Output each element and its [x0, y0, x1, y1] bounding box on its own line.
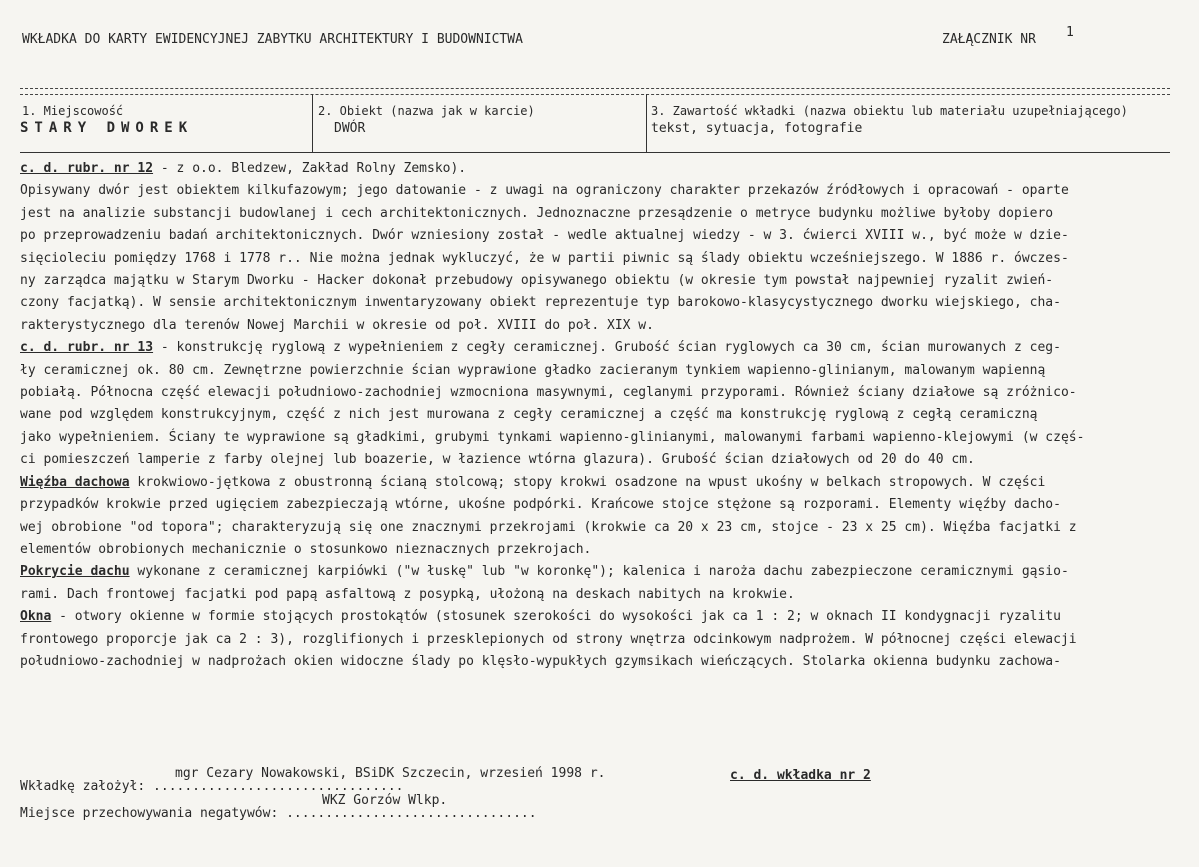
description-line	[20, 404, 1172, 426]
attachment-number: 1	[1066, 25, 1074, 40]
description-line	[20, 158, 1172, 180]
line-text: czony facjatką). W sensie architektonicznym inwentaryzowany obiekt reprezentuje typ barokowo-klasycystycznego dworku wiejskiego, cha-	[20, 295, 1061, 311]
line-text: wane pod względem konstrukcyjnym, część z nich jest murowana z cegły ceramicznej a część ma konstrukcję ryglową z cegłą ceramiczną	[20, 407, 1038, 423]
description-line	[20, 315, 1172, 337]
attachment-label: ZAŁĄCZNIK NR	[942, 32, 1036, 47]
line-text: rakterystycznego dla terenów Nowej Marchii w okresie od poł. XVIII do poł. XIX w.	[20, 317, 654, 333]
description-line	[20, 427, 1172, 449]
description-line	[20, 517, 1172, 539]
line-text: ły ceramicznej ok. 80 cm. Zewnętrzne powierzchnie ścian wyprawione gładko zacieranym tynkiem wapienno-glinianym, malowanym wapienną	[20, 362, 1046, 378]
description-line	[20, 539, 1172, 561]
line-text: - otwory okienne w formie stojących prostokątów (stosunek szerokości do wysokości jak ca 1 : 2; w oknach II kondygnacji ryzalitu	[51, 609, 1061, 625]
description-line	[20, 606, 1172, 628]
description-line	[20, 203, 1172, 225]
line-text: południowo-zachodniej w nadprożach okien widoczne ślady po klęsło-wypukłych gzymsikach wieńczących. Stolarka okienna budynku zachowa-	[20, 653, 1061, 669]
description-line	[20, 337, 1172, 359]
object-label: 2. Obiekt (nazwa jak w karcie)	[318, 104, 535, 118]
card-title: WKŁADKA DO KARTY EWIDENCYJNEJ ZABYTKU ARCHITEKTURY I BUDOWNICTWA	[22, 32, 523, 47]
description-line	[20, 472, 1172, 494]
line-text: rami. Dach frontowej facjatki pod papą asfaltową z posypką, ułożoną na deskach nabitych na krokwie.	[20, 586, 795, 602]
line-text: pobiałą. Północna część elewacji południowo-zachodniej wzmocniona masywnymi, ceglanymi przyporami. Również ściany działowe są zróżnico-	[20, 385, 1077, 401]
description-text	[20, 158, 1172, 673]
description-line	[20, 180, 1172, 202]
line-text: ci pomieszczeń lamperie z farby olejnej lub boazerie, w łazience wtórna glazura). Grubość ścian działowych od 20 do 40 cm.	[20, 452, 975, 468]
section-heading: Więźba dachowa	[20, 474, 130, 490]
section-heading: Pokrycie dachu	[20, 564, 130, 580]
object-value: DWÓR	[334, 121, 366, 136]
header-divider-2	[20, 94, 1170, 95]
line-text: - z o.o. Bledzew, Zakład Rolny Zemsko).	[153, 161, 467, 176]
description-line	[20, 360, 1172, 382]
description-line	[20, 449, 1172, 471]
continuation-note: c. d. wkładka nr 2	[730, 768, 871, 783]
description-line	[20, 382, 1172, 404]
line-text: krokwiowo-jętkowa z obustronną ścianą stolcową; stopy krokwi osadzone na wpust ukośny w belkach stropowych. W części	[129, 474, 1046, 490]
description-line	[20, 651, 1172, 673]
locality-value: STARY DWOREK	[20, 120, 194, 136]
column-divider-1	[312, 94, 313, 152]
negatives-storage-label: Miejsce przechowywania negatywów: ................................	[20, 806, 537, 821]
section-heading: c. d. rubr. nr 12	[20, 161, 154, 176]
line-text: jako wypełnieniem. Ściany te wyprawione są gładkimi, grubymi tynkami wapienno-glinianymi, malowanymi farbami wapienno-klejowymi (w częś-	[20, 429, 1085, 445]
author-value: mgr Cezary Nowakowski, BSiDK Szczecin, wrzesień 1998 r.	[175, 766, 606, 781]
line-text: elementów obrobionych mechanicznie o stosunkowo nieznacznych przekrojach.	[20, 541, 592, 557]
negatives-storage-value: WKZ Gorzów Wlkp.	[322, 793, 448, 808]
fields-bottom-line	[20, 152, 1170, 153]
line-text: sięcioleciu pomiędzy 1768 i 1778 r.. Nie można jednak wykluczyć, że w partii piwnic są ślady obiektu wcześniejszego. W 1886 r. ówczes-	[20, 250, 1069, 266]
line-text: jest na analizie substancji budowlanej i cech architektonicznych. Jednoznaczne przesądzenie o metryce budynku możliwe byłoby dopiero	[20, 205, 1054, 221]
description-line	[20, 584, 1172, 606]
line-text: przypadków krokwie przed ugięciem zabezpieczają wtórne, ukośne podpórki. Krańcowe stojce stężone są rozporami. Elementy więźby dacho-	[20, 497, 1061, 513]
description-line	[20, 270, 1172, 292]
line-text: po przeprowadzeniu badań architektonicznych. Dwór wzniesiony został - wedle aktualnej wiedzy - w 3. ćwierci XVIII w., być może w dzie-	[20, 228, 1069, 244]
column-divider-2	[646, 94, 647, 152]
description-line	[20, 292, 1172, 314]
locality-label: 1. Miejscowość	[22, 104, 124, 118]
description-line	[20, 225, 1172, 247]
line-text: ny zarządca majątku w Starym Dworku - Hacker dokonał przebudowy opisywanego obiektu (w okresie tym powstał najpewniej ryzalit zwień-	[20, 273, 1054, 289]
line-text: - konstrukcję ryglową z wypełnieniem z cegły ceramicznej. Grubość ścian ryglowych ca 30 cm, ścian murowanych z ceg-	[153, 340, 1061, 356]
description-line	[20, 494, 1172, 516]
line-text: wykonane z ceramicznej karpiówki ("w łuskę" lub "w koronkę"); kalenica i naroża dachu zabezpieczone ceramicznymi gąsio-	[129, 564, 1069, 580]
author-label: Wkładkę założył: ................................	[20, 779, 404, 794]
line-text: wej obrobione "od topora"; charakteryzują się one znacznymi przekrojami (krokwie ca 20 x 23 cm, stojce - 23 x 25 cm). Więźba facjatki z	[20, 519, 1077, 535]
header-divider-1	[20, 88, 1170, 89]
contents-value: tekst, sytuacja, fotografie	[651, 121, 863, 136]
contents-label: 3. Zawartość wkładki (nazwa obiektu lub materiału uzupełniającego)	[651, 104, 1128, 118]
section-heading: Okna	[20, 609, 52, 625]
line-text: frontowego proporcje jak ca 2 : 3), rozglifionych i przesklepionych od strony wnętrza odcinkowym nadprożem. W północnej części elewacji	[20, 631, 1077, 647]
section-heading: c. d. rubr. nr 13	[20, 340, 154, 356]
description-line	[20, 561, 1172, 583]
description-line	[20, 248, 1172, 270]
line-text: Opisywany dwór jest obiektem kilkufazowym; jego datowanie - z uwagi na ograniczony charakter przekazów źródłowych i opracowań - oparte	[20, 183, 1069, 199]
description-line	[20, 629, 1172, 651]
